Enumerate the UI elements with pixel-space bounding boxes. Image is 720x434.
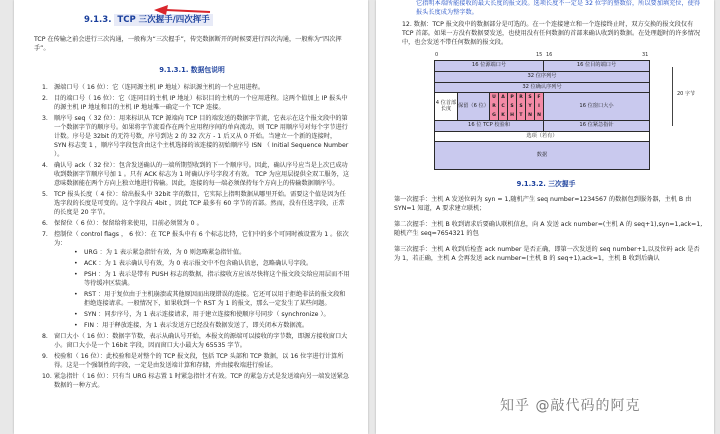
header-size-brace: 20 字节: [653, 67, 673, 126]
flag-item: • FIN ：用于释放连接，为 1 表示发送方已经没有数据发送了，即关闭本方数据流。: [74, 322, 350, 331]
list-item: 10. 紧急指针（ 16 位）：只有当 URG 标志置 1 时紧急指针才有效。TCP 的紧急方式是发送端向另一端发送紧急数据的一种方式。: [42, 372, 350, 389]
header-length-cell: 4 位首部长度: [435, 100, 457, 112]
section-title: TCP 三次握手/四次挥手: [114, 14, 212, 26]
flag-syn: S Y N: [525, 93, 534, 120]
data-cell: 数据: [435, 142, 649, 169]
second-handshake: 第二次握手：主机 B 收到请求后要确认联机信息，向 A 发送 ack number=(主机 A 的 seq+1),syn=1,ack=1,随机产生 seq=7654321 的包: [394, 221, 703, 238]
data-field-paragraph: 12. 数据：TCP 报文段中的数据部分是可选的。在一个连接建立和一个连接终止时，双方交换的报文段仅有 TCP 首部。如果一方没有数据要发送，也使用没有任何数据的首部来确认收到的数据。在处理超时的许多情况中，也会发送不带任何数据的报文段。: [402, 20, 701, 46]
checksum-cell: 16 位 TCP 校验和: [435, 121, 543, 131]
flag-urg: U R G: [489, 93, 498, 120]
flag-rst: R S T: [516, 93, 525, 120]
list-item: 9. 校验和（ 16 位）：此校验和是对整个的 TCP 报文段，包括 TCP 头部和 TCP 数据，以 16 位字进行计算所得。这是一个强制性的字段，一定是由发送端计算和存储，并由接收端进行验证。: [42, 352, 344, 369]
handshake-heading: 9.1.3.2. 三次握手: [516, 180, 576, 189]
list-item: 1. 源端口号（ 16 位）：它（连同源主机 IP 地址）标识源主机的一个应用进程。: [42, 84, 265, 92]
flag-item: • PSH ：为 1 表示是带有 PUSH 标志的数据，指示接收方应该尽快将这个报文段交给应用层而不用等待缓冲区装满。: [74, 271, 350, 289]
field-list: [34, 84, 350, 391]
flag-item: • URG ：为 1 表示紧急指针有效，为 0 则忽略紧急指针值。: [74, 249, 350, 258]
list-item: 5. TCP 报头长度（ 4 位）：给出报头中 32bit 字的数目，它实际上指明数据从哪里开始。需要这个值是因为任选字段的长度是可变的。这个字段占 4bit ，因此 TCP 最多有 60 字节的首部。然而，没有任选字段，正常的长度是 20 字节。: [42, 190, 346, 216]
list-item: 3. 顺序号 seq（ 32 位）：用来标识从 TCP 源端向 TCP 目的端发送的数据字节流，它表示在这个报文段中的第一个数据字节的顺序号。如果将字节流看作在两个应用程序间的单向流动，则 TCP 用顺序号对每个字节进行计数。序号是 32bit 的无符号数，序号到达 2 的 32 次方 - 1 后又从 0 开始。当建立一个新的连接时， SYN 标志变 1 ，顺序号字段包含由这个主机选择的该连接的初始顺序号 ISN （ Initial Sequence Number ）。: [42, 115, 349, 159]
third-handshake: 第三次握手：主机 A 收到后检查 ack number 是否正确，即第一次发送的 seq number+1,以及位码 ack 是否为 1，若正确，主机 A 会再发送 ack number=(主机 B 的 seq+1),ack=1，主机 B 收到后确认: [394, 246, 700, 263]
options-cell: 选项（若有）: [526, 132, 558, 139]
window-cell: 16 位窗口大小: [543, 93, 649, 120]
intro-paragraph: TCP 在传输之前会进行三次沟通，一般称为“三次握手”，传完数据断开的时候要进行四次沟通，一般称为“四次挥手”。: [34, 36, 342, 53]
section-number: 9.1.3.: [84, 15, 112, 25]
bit-ruler: 0 15 16 31: [435, 51, 649, 58]
dst-port-cell: 16 位目的端口号: [543, 61, 649, 72]
options-continuation: 它指明本端所能接收的最大长度的报文段。选项长度不一定是 32 位字的整数倍，所以要加填充位，使得报头长度成为整字数。: [416, 0, 701, 16]
ack-cell: 32 位确认序列号: [435, 83, 649, 93]
list-item: 7. 控制位（ control flags ， 6 位）：在 TCP 报头中有 6 个标志比特，它们中的多个可同时被设置为 1 。依次为： • URG ：为 1 表示紧急指针有效，为 0 则忽略紧急指针值。 • ACK ：为 1 表示确认号有效，为 0 表示报文中不包含确认信息，忽略确认号字段。 • PSH ：为 1 表示是带有 PUSH 标志的数据，指示接收方应该尽快将这个报文段交给应用层而不用等待缓冲区装满。 • RST ：用于复位由于主机崩溃或其他原因而出现错误的连接。它还可以用于拒绝非法的报文段和拒绝连接请求。一般情况下，如果收到一个 RST 为 1 的报文，那么一定发生了某些问题。 • SYN ：同步序号，为 1 表示连接请求，用于建立连接和使顺序号同步（ synchronize ）。 • FIN ：用于释放连接，为 1 表示发送方已经没有数据发送了，即关闭本方数据流。: [34, 231, 350, 331]
flag-item: • RST ：用于复位由于主机崩溃或其他原因而出现错误的连接。它还可以用于拒绝非法的报文段和拒绝连接请求。一般情况下，如果收到一个 RST 为 1 的报文，那么一定发生了某些问题。: [74, 291, 350, 309]
flag-item: • SYN ：同步序号，为 1 表示连接请求，用于建立连接和使顺序号同步（ synchronize ）。: [74, 311, 350, 320]
list-item: 4. 确认号 ack（ 32 位）：包含发送确认的一端所期望收到的下一个顺序号。因此，确认序号应当是上次已成功收到数据字节顺序号加 1 。只有 ACK 标志为 1 时确认序号字段才有效。 TCP 为应用层提供全双工服务，这意味数据能在两个方向上独立地进行传输。因此，连接的每一端必须保持每个方向上的传输数据顺序号。: [42, 162, 350, 187]
flag-ack: A C K: [498, 93, 507, 120]
flag-psh: P S H: [507, 93, 516, 120]
list-item: 2. 目的端口号（ 16 位）：它（连同目的主机 IP 地址）标识目的主机的一个应用进程。这两个值加上 IP 报头中的源主机 IP 地址和目的主机 IP 地址唯一确定一个 TCP 连接。: [42, 95, 348, 112]
src-port-cell: 16 位源端口号: [435, 61, 543, 72]
right-page: [376, 0, 714, 434]
list-item: 8. 窗口大小（ 16 位）：数据字节数，表示从确认号开始，本报文的源端可以接收的字节数，即源方接收窗口大小。窗口大小是一个 16bit 字段，因而窗口大小最大为 65535 字节。: [42, 332, 348, 349]
subsection-heading: 9.1.3.1. 数据包说明: [159, 66, 225, 75]
seq-cell: 32 位序列号: [435, 72, 649, 82]
red-arrow-icon: [152, 4, 212, 18]
first-handshake: 第一次握手：主机 A 发送位码为 syn = 1,随机产生 seq number=1234567 的数据包到服务器，主机 B 由 SYN=1 知道，A 要求建立联机；: [394, 196, 692, 213]
flag-item: • ACK ：为 1 表示确认号有效，为 0 表示报文中不包含确认信息，忽略确认号字段。: [74, 260, 350, 269]
reserved-cell: 保留（6 位）: [457, 93, 489, 120]
list-item: 6. 保留位（ 6 位）：保留给将来使用，目前必须置为 0 。: [42, 219, 203, 227]
flag-list: [74, 249, 350, 331]
left-page: [14, 0, 368, 434]
tcp-header-diagram: [434, 51, 695, 171]
urgent-pointer-cell: 16 位紧急指针: [543, 121, 649, 131]
zhihu-watermark: 知乎 @敲代码的阿克: [500, 398, 641, 414]
flag-fin: F I N: [534, 93, 543, 120]
header-grid: [434, 60, 650, 171]
